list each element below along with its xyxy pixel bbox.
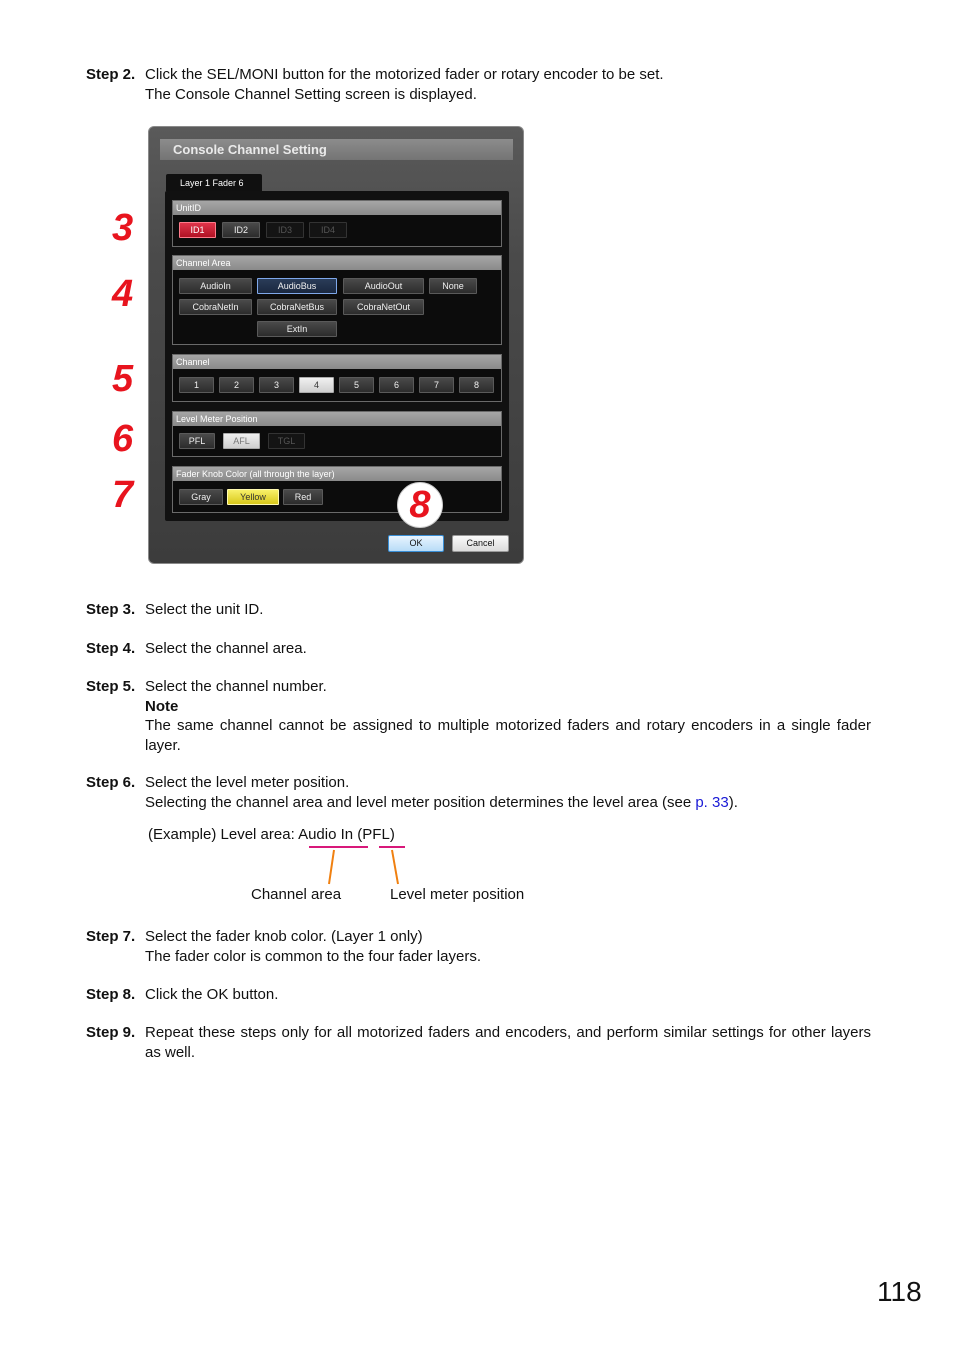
example-open: (: [353, 826, 363, 843]
id4-button[interactable]: ID4: [309, 222, 347, 238]
step-text: Repeat these steps only for all motorized faders and encoders, and perform similar settings for other layers as well.: [145, 1024, 871, 1061]
callout-5: 5: [112, 358, 134, 400]
group-heading: Channel: [173, 355, 501, 369]
tgl-button[interactable]: TGL: [268, 433, 305, 449]
callout-6: 6: [112, 418, 134, 460]
example-pos: PFL: [362, 826, 390, 843]
step-text: Select the unit ID.: [145, 601, 264, 618]
group-heading: Level Meter Position: [173, 412, 501, 426]
step-8: [86, 985, 871, 1005]
callout-4: 4: [112, 273, 134, 315]
step-text: Select the level meter position.: [145, 774, 350, 791]
step-9: [86, 1023, 871, 1062]
step-text: The Console Channel Setting screen is displayed.: [145, 85, 477, 103]
example-area: Audio In: [298, 826, 354, 843]
callout-3: 3: [112, 207, 134, 249]
caption-channel-area: Channel area: [251, 886, 342, 903]
example-prefix: (Example) Level area:: [148, 826, 299, 843]
step-text: Select the fader knob color. (Layer 1 only): [145, 928, 423, 945]
channel-4-button[interactable]: 4: [299, 377, 334, 393]
step-text-part: ).: [728, 793, 738, 811]
step-label: Step 4.: [86, 640, 136, 657]
red-button[interactable]: Red: [283, 489, 323, 505]
step-label: Step 7.: [86, 928, 136, 945]
channel-3-button[interactable]: 3: [259, 377, 294, 393]
note-text: The same channel cannot be assigned to multiple motorized faders and rotary encoders in a single fader layer.: [145, 717, 871, 754]
channel-2-button[interactable]: 2: [219, 377, 254, 393]
page-number: 118: [877, 1276, 922, 1307]
channel-6-button[interactable]: 6: [379, 377, 414, 393]
group-heading: UnitID: [173, 201, 501, 215]
step-text-part: Selecting the channel area and level meter position determines the level area (see: [145, 793, 696, 811]
pointer-line-pos: [392, 850, 398, 884]
audioin-button[interactable]: AudioIn: [179, 278, 252, 294]
channel-1-button[interactable]: 1: [179, 377, 214, 393]
step-label: Step 9.: [86, 1024, 136, 1041]
step-label: Step 6.: [86, 774, 136, 791]
step-text: Click the OK button.: [145, 986, 279, 1003]
id3-button[interactable]: ID3: [266, 222, 304, 238]
gray-button[interactable]: Gray: [179, 489, 223, 505]
caption-level-meter-position: Level meter position: [390, 886, 525, 903]
step-text: Click the SEL/MONI button for the motorized fader or rotary encoder to be set.: [145, 66, 664, 83]
audiobus-button[interactable]: AudioBus: [257, 278, 337, 294]
id2-button[interactable]: ID2: [222, 222, 260, 238]
step-label: Step 3.: [86, 601, 136, 618]
channel-8-button[interactable]: 8: [459, 377, 494, 393]
ok-button[interactable]: OK: [388, 535, 444, 552]
step-text: The fader color is common to the four fader layers.: [145, 947, 481, 965]
step-text: Select the channel number.: [145, 678, 327, 695]
callout-8: 8: [397, 482, 443, 528]
dialog-title: Console Channel Setting: [160, 139, 513, 160]
pointer-line-area: [329, 850, 334, 884]
page-link[interactable]: p. 33: [695, 793, 729, 811]
pfl-button[interactable]: PFL: [179, 433, 215, 449]
step-7: [86, 927, 871, 966]
cancel-button[interactable]: Cancel: [452, 535, 509, 552]
step-text: Select the channel area.: [145, 640, 307, 657]
id1-button[interactable]: ID1: [179, 222, 216, 238]
yellow-button[interactable]: Yellow: [227, 489, 279, 505]
note-heading: Note: [145, 697, 179, 715]
cobranetin-button[interactable]: CobraNetIn: [179, 299, 252, 315]
channel-7-button[interactable]: 7: [419, 377, 454, 393]
channel-5-button[interactable]: 5: [339, 377, 374, 393]
step-label: Step 2.: [86, 66, 136, 83]
cobranetbus-button[interactable]: CobraNetBus: [257, 299, 337, 315]
group-heading: Fader Knob Color (all through the layer): [173, 467, 501, 481]
example-close: ): [389, 826, 395, 843]
audioout-button[interactable]: AudioOut: [343, 278, 424, 294]
step-label: Step 5.: [86, 678, 136, 695]
callout-7: 7: [112, 474, 134, 516]
extin-button[interactable]: ExtIn: [257, 321, 337, 337]
cobranetout-button[interactable]: CobraNetOut: [343, 299, 424, 315]
step-label: Step 8.: [86, 986, 136, 1003]
tab-layer-fader[interactable]: Layer 1 Fader 6: [166, 174, 262, 191]
none-button[interactable]: None: [429, 278, 477, 294]
afl-button[interactable]: AFL: [223, 433, 260, 449]
group-heading: Channel Area: [173, 256, 501, 270]
